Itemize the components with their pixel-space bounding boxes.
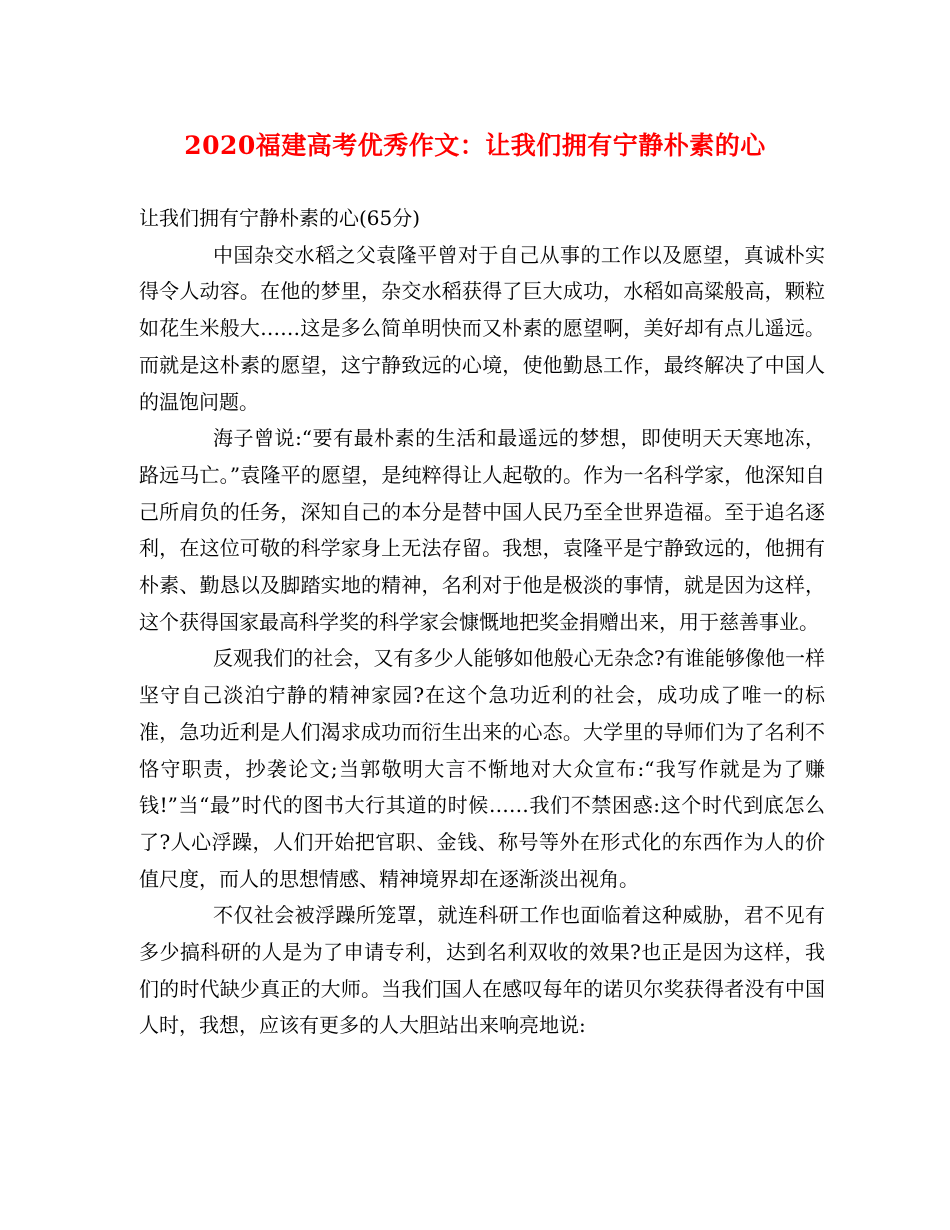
document-body: [139, 200, 825, 1044]
paragraph-3: 反观我们的社会，又有多少人能够如他般心无杂念?有谁能够像他一样坚守自己淡泊宁静的精神家园?在这个急功近利的社会，成功成了唯一的标准，急功近利是人们渴求成功而衍生出来的心态。大学里的导师们为了名利不恪守职责，抄袭论文;当郭敬明大言不惭地对大众宣布:“我写作就是为了赚钱!”当“最”时代的图书大行其道的时候……我们不禁困惑:这个时代到底怎么了?人心浮躁，人们开始把官职、金钱、称号等外在形式化的东西作为人的价值尺度，而人的思想情感、精神境界却在逐渐淡出视角。: [139, 646, 825, 891]
essay-subtitle: 让我们拥有宁静朴素的心(65分): [139, 206, 421, 230]
paragraph-2: 海子曾说:“要有最朴素的生活和最遥远的梦想，即使明天天寒地冻，路远马亡。”袁隆平的愿望，是纯粹得让人起敬的。作为一名科学家，他深知自己所肩负的任务，深知自己的本分是替中国人民乃至全世界造福。至于追名逐利，在这位可敬的科学家身上无法存留。我想，袁隆平是宁静致远的，他拥有朴素、勤恳以及脚踏实地的精神，名利对于他是极淡的事情，就是因为这样，这个获得国家最高科学奖的科学家会慷慨地把奖金捐赠出来，用于慈善事业。: [139, 426, 825, 634]
document-title: 2020福建高考优秀作文：让我们拥有宁静朴素的心: [184, 131, 766, 160]
paragraph-1: 中国杂交水稻之父袁隆平曾对于自己从事的工作以及愿望，真诚朴实得令人动容。在他的梦里，杂交水稻获得了巨大成功，水稻如高粱般高，颗粒如花生米般大……这是多么简单明快而又朴素的愿望啊，美好却有点儿遥远。而就是这朴素的愿望，这宁静致远的心境，使他勤恳工作，最终解决了中国人的温饱问题。: [139, 242, 825, 414]
paragraph-4: 不仅社会被浮躁所笼罩，就连科研工作也面临着这种威胁，君不见有多少搞科研的人是为了申请专利，达到名利双收的效果?也正是因为这样，我们的时代缺少真正的大师。当我们国人在感叹每年的诺贝尔奖获得者没有中国人时，我想，应该有更多的人大胆站出来响亮地说:: [139, 903, 825, 1038]
